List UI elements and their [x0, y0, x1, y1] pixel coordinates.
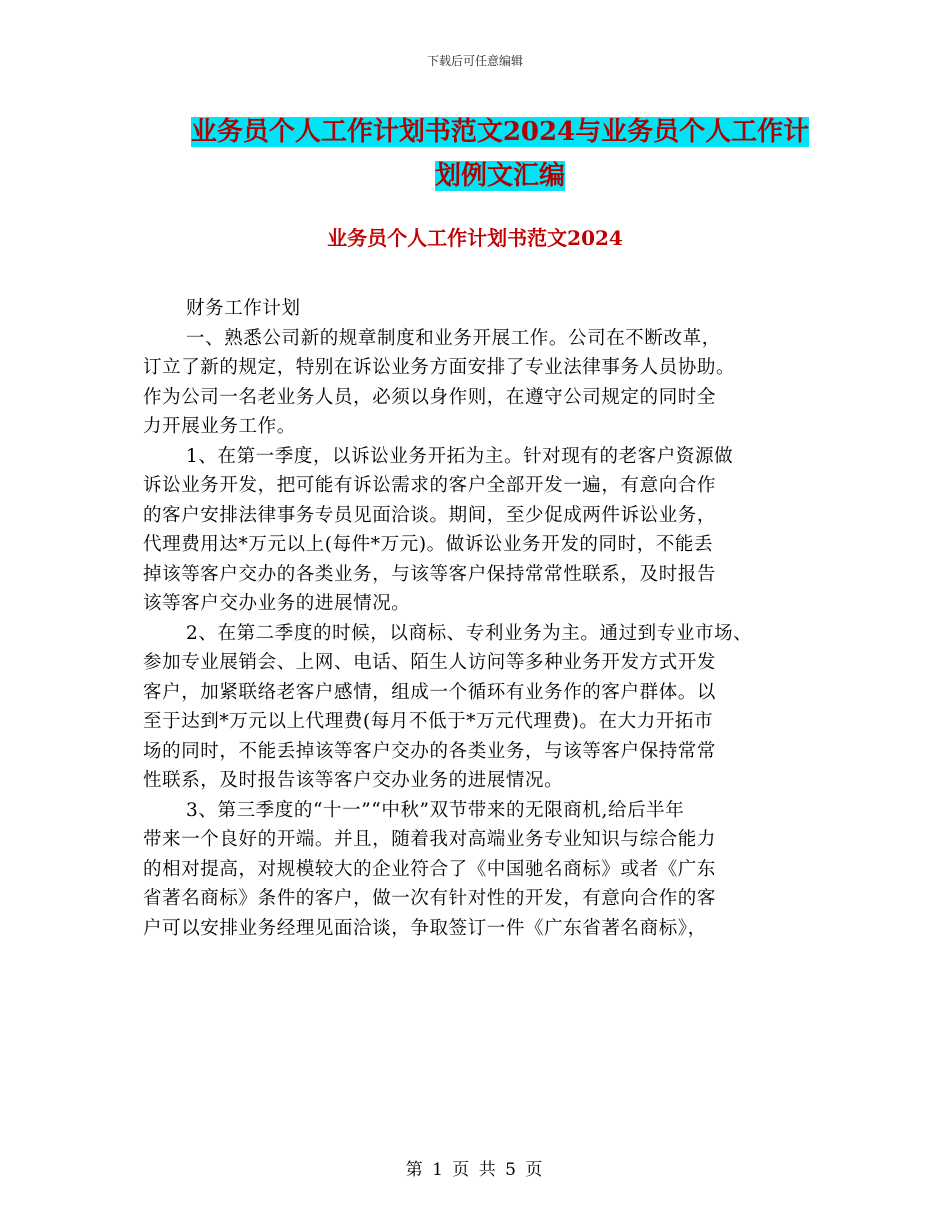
paragraph-line: 场的同时，不能丢掉该等客户交办的各类业务，与该等客户保持常常	[143, 740, 717, 762]
paragraph-line: 的相对提高，对规模较大的企业符合了《中国驰名商标》或者《广东	[143, 858, 717, 880]
page-header: 下载后可任意编辑	[426, 54, 523, 68]
section-title: 业务员个人工作计划书范文2024	[327, 226, 623, 250]
paragraph-first-line: 3、第三季度的“十一”“中秋”双节带来的无限商机,给后半年	[186, 799, 685, 821]
paragraph-line: 代理费用达*万元以上(每件*万元)。做诉讼业务开发的同时，不能丢	[143, 534, 714, 555]
paragraph-line: 的客户安排法律事务专员见面洽谈。期间，至少促成两件诉讼业务，	[143, 504, 717, 526]
document-title-line-1: 业务员个人工作计划书范文2024与业务员个人工作计	[190, 117, 810, 147]
paragraph-line: 力开展业务工作。	[143, 416, 296, 437]
paragraph-line: 该等客户交办业务的进展情况。	[143, 593, 411, 614]
paragraph-first-line: 一、熟悉公司新的规章制度和业务开展工作。公司在不断改革，	[186, 327, 721, 349]
paragraph-first-line: 2、在第二季度的时候，以商标、专利业务为主。通过到专业市场、	[186, 622, 753, 644]
page-footer: 第 1 页 共 5 页	[405, 1160, 545, 1180]
body-text	[143, 294, 823, 943]
paragraph-line: 户可以安排业务经理见面洽谈，争取签订一件《广东省著名商标》，	[143, 917, 707, 939]
document-title-line-2: 划例文汇编	[434, 161, 565, 191]
paragraph-first-line: 1、在第一季度，以诉讼业务开拓为主。针对现有的老客户资源做	[186, 445, 734, 467]
paragraph-line: 掉该等客户交办的各类业务，与该等客户保持常常性联系，及时报告	[143, 563, 717, 585]
document-title	[140, 110, 860, 198]
paragraph-line: 订立了新的规定，特别在诉讼业务方面安排了专业法律事务人员协助。	[143, 357, 736, 378]
paragraph-line: 参加专业展销会、上网、电话、陌生人访问等多种业务开发方式开发	[143, 652, 717, 673]
paragraph-line: 带来一个良好的开端。并且，随着我对高端业务专业知识与综合能力	[143, 829, 717, 850]
paragraph-line: 诉讼业务开发，把可能有诉讼需求的客户全部开发一遍，有意向合作	[143, 475, 717, 496]
paragraph-line: 省著名商标》条件的客户，做一次有针对性的开发，有意向合作的客	[143, 888, 717, 909]
paragraph-line: 性联系，及时报告该等客户交办业务的进展情况。	[143, 770, 564, 791]
paragraph-first-line: 财务工作计划	[186, 298, 301, 319]
paragraph-line: 客户，加紧联络老客户感情，组成一个循环有业务作的客户群体。以	[143, 681, 717, 703]
paragraph-line: 作为公司一名老业务人员，必须以身作则，在遵守公司规定的同时全	[143, 386, 717, 408]
paragraph-line: 至于达到*万元以上代理费(每月不低于*万元代理费)。在大力开拓市	[143, 711, 714, 732]
